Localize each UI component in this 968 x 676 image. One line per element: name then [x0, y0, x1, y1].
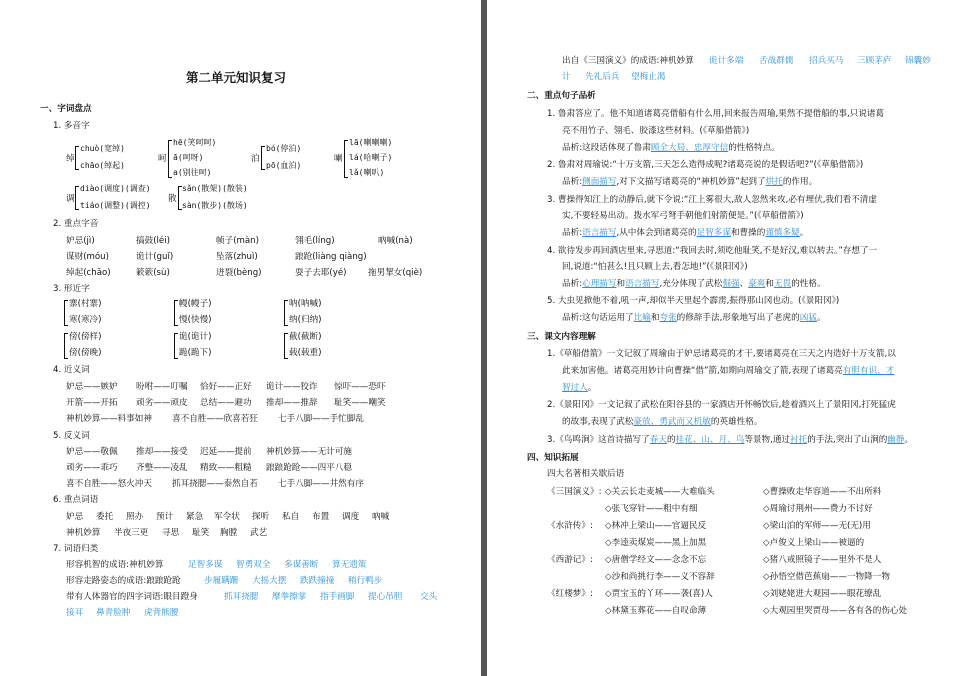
subsection-heading: 2. 重点字音 — [53, 219, 99, 229]
category-word: 摩拳擦掌 — [272, 592, 307, 602]
xiehouyu: ◇孙悟空借芭蕉扇——一物降一物 — [763, 572, 890, 582]
word: 半夜三更 — [114, 528, 149, 538]
polyphone-char: 绰 — [66, 154, 75, 164]
word: 载(载重) — [289, 348, 322, 358]
word: 幔(幔子) — [179, 299, 212, 309]
idiom: 先礼后兵 — [585, 72, 620, 82]
xiehouyu: ◇李逵卖煤炭——黑上加黑 — [605, 538, 707, 548]
text-line: 5. 大虫见掀他不着,吼一声,却似半天里起个霹雳,振得那山冈也动。(《景阳冈》) — [547, 296, 840, 306]
xiehouyu: ◇贾宝玉的丫环——袭(喜)人 — [605, 589, 713, 599]
section-heading: 二、重点句子品析 — [527, 91, 596, 101]
category-label: 带有人体器官的四字词语:眼目蹬身 — [66, 592, 198, 602]
word-pair: 妒忌——嫉妒 — [66, 382, 118, 392]
subsection-heading: 四大名著相关歇后语 — [547, 469, 625, 479]
word: 寨(村寨) — [69, 299, 102, 309]
section-heading: 四、知识拓展 — [527, 453, 579, 463]
word: 军令状 — [214, 512, 240, 522]
text-line: 2. 鲁肃对周瑜说:“十万支箭,三天怎么造得成呢?诸葛亮说的是假话吧?”(《草船借箭》) — [547, 160, 864, 170]
word-pair: 恰好——正好 — [200, 382, 252, 392]
book-label: 《西游记》: — [547, 555, 593, 565]
section-heading: 三、课文内容理解 — [527, 332, 596, 342]
xiehouyu: ◇大观园里哭贾母——各有各的伤心处 — [763, 606, 908, 616]
word: 探听 — [252, 512, 270, 522]
word-pair: 抓耳挠腮——泰然自若 — [172, 479, 258, 489]
word-pair: 喜不自胜——欣喜若狂 — [172, 414, 258, 424]
category-word: 抓耳挠腮 — [224, 592, 259, 602]
polyphone-reading: chuò(宽绰) — [80, 144, 125, 153]
category-word: 接耳 — [66, 608, 84, 618]
word: 跪(跪下) — [179, 348, 212, 358]
category-word: 步履蹒跚 — [204, 576, 239, 586]
xiehouyu: ◇周瑜讨荆州——费力不讨好 — [763, 504, 873, 514]
idiom: 望梅止渴 — [631, 72, 666, 82]
category-word: 交头 — [420, 592, 438, 602]
word: 照办 — [126, 512, 144, 522]
word: 武艺 — [250, 528, 268, 538]
brace — [75, 146, 79, 170]
word: 神机妙算 — [66, 528, 101, 538]
book-label: 《三国演义》: — [547, 487, 602, 497]
word: 紧急 — [186, 512, 204, 522]
category-word: 虎背熊腰 — [144, 608, 179, 618]
brace — [284, 300, 288, 326]
page-title: 第二单元知识复习 — [186, 70, 287, 85]
word: 迸裂(bèng) — [216, 268, 262, 278]
idiom: 计 — [562, 72, 571, 82]
text-line: 出自《三国演义》的成语:神机妙算 — [562, 56, 694, 66]
right-page — [487, 0, 968, 676]
polyphone-reading: lā(喇喇喇) — [349, 138, 393, 147]
word: 耻笑 — [192, 528, 210, 538]
brace — [284, 333, 288, 359]
word: 预计 — [156, 512, 174, 522]
word-pair: 齐整——凌乱 — [136, 463, 188, 473]
brace — [174, 300, 178, 326]
word: 诡(诡计) — [179, 332, 212, 342]
text-line: 的故事,表现了武松豪放、勇武而又机敏的英雄性格。 — [562, 417, 763, 427]
text-line: 3.《鸟鸣涧》这首诗描写了春天的桂花、山、月、鸟等景物,通过衬托的手法,突出了山涧的幽静。 — [547, 435, 914, 445]
subsection-heading: 7. 词语归类 — [53, 544, 99, 554]
word-pair: 推却——推辞 — [266, 398, 318, 408]
subsection-heading: 6. 重点词语 — [53, 495, 99, 505]
word: 帧子(màn) — [216, 236, 259, 246]
word-pair: 妒忌——敬佩 — [66, 447, 118, 457]
word: 呐(呐喊) — [289, 299, 322, 309]
word-pair: 精致——粗糙 — [200, 463, 252, 473]
word: 调度 — [342, 512, 360, 522]
word: 翎毛(líng) — [295, 236, 335, 246]
word: 拖男挈女(qiè) — [368, 268, 423, 278]
idiom: 舌战群儒 — [759, 56, 794, 66]
word: 寒(寒冷) — [69, 315, 102, 325]
polyphone-reading: bó(停泊) — [266, 144, 302, 153]
xiehouyu: ◇曹操败走华容道——不出所料 — [763, 487, 882, 497]
xiehouyu: ◇卢俊义上梁山——被逼的 — [763, 538, 865, 548]
category-label: 形容机智的成语:神机妙算 — [66, 560, 164, 570]
word: 慢(快慢) — [179, 315, 212, 325]
word: 诡计(guǐ) — [136, 252, 174, 262]
analysis-line: 品析:侧面描写,对下文描写诸葛亮的“神机妙算”起到了烘托的作用。 — [562, 177, 818, 187]
text-line: 回,说道:“怕甚么!且只顾上去,看怎地!”(《景阳冈》) — [562, 262, 748, 272]
analysis-line: 品析:心理描写和语言描写,充分体现了武松倔强、豪爽和无畏的性格。 — [562, 279, 826, 289]
text-line: 实,不要轻易出动。拨水军弓弩手朝他们射箭便是。”(《草船借箭》) — [562, 211, 804, 221]
word: 纳(归纳) — [289, 315, 322, 325]
category-word: 指手画脚 — [320, 592, 355, 602]
analysis-line: 品析:这句话运用了比喻和夸张的修辞手法,形象地写出了老虎的凶猛。 — [562, 313, 826, 323]
polyphone-reading: pō(血泊) — [266, 161, 302, 170]
xiehouyu: ◇关云长走麦城——大难临头 — [605, 487, 715, 497]
text-line: 智过人。 — [562, 383, 597, 393]
word-pair: 顽劣——乖巧 — [66, 463, 118, 473]
word: 谋财(móu) — [66, 252, 109, 262]
brace — [64, 333, 68, 359]
word-pair: 顽劣——顽皮 — [136, 398, 188, 408]
polyphone-reading: tiáo(调整)(调控) — [80, 201, 151, 210]
xiehouyu: ◇猪八戒照镜子——里外不是人 — [763, 555, 882, 565]
polyphone-char: 喇 — [334, 154, 343, 164]
polyphone-char: 泊 — [251, 154, 260, 164]
xiehouyu: ◇林黛玉葬花——自叹命薄 — [605, 606, 707, 616]
word-pair: 神机妙算——无计可施 — [266, 447, 352, 457]
polyphone-reading: diào(调度)(调查) — [80, 184, 151, 193]
book-label: 《红楼梦》: — [547, 589, 593, 599]
word-pair: 迟延——提前 — [200, 447, 252, 457]
subsection-heading: 1. 多音字 — [53, 121, 90, 131]
word-pair: 总结——避功 — [200, 398, 252, 408]
text-line: 亮不用竹子、翎毛、胶漆这些材料。(《草船借箭》) — [562, 126, 750, 136]
polyphone-char: 呵 — [158, 154, 167, 164]
idiom: 诡计多端 — [709, 56, 744, 66]
word: 私自 — [282, 512, 300, 522]
category-label: 形容走路姿态的成语:踉踉跄跄 — [66, 576, 181, 586]
word: 吶喊 — [372, 512, 390, 522]
brace — [168, 140, 172, 178]
left-page — [0, 0, 481, 676]
polyphone-reading: sàn(散步)(散场) — [182, 201, 248, 210]
word-pair: 诡计——狡诈 — [266, 382, 318, 392]
word: 簌簌(sù) — [136, 268, 170, 278]
word: 踉跄(liàng qiàng) — [295, 252, 367, 262]
idiom: 锦囊妙 — [905, 56, 931, 66]
word-pair: 喜不自胜——怒火冲天 — [66, 479, 152, 489]
word-pair: 耻笑——嘲笑 — [334, 398, 386, 408]
idiom: 招兵买马 — [809, 56, 844, 66]
text-line: 4. 欲待发步再回酒店里来,寻思道:“我回去时,须吃他耻笑,不是好汉,难以转去。”存想了一 — [547, 246, 878, 256]
text-line: 1.《草船借箭》一文记叙了周瑜由于妒忌诸葛亮的才干,要诸葛亮在三天之内造好十万支箭,以 — [547, 349, 896, 359]
word: 胸膛 — [220, 528, 238, 538]
polyphone-reading: lǎ(喇叭) — [349, 168, 385, 177]
polyphone-reading: chāo(绰起) — [80, 161, 125, 170]
category-word: 算无遗策 — [332, 560, 367, 570]
xiehouyu: ◇沙和尚挑行李——义不容辞 — [605, 572, 715, 582]
word-pair: 开箭——开拓 — [66, 398, 118, 408]
category-word: 稍行鸭步 — [348, 576, 383, 586]
brace — [75, 186, 79, 210]
polyphone-reading: hē(笑呵呵) — [173, 138, 217, 147]
text-line: 2.《景阳冈》一文记叙了武松在阳谷县的一家酒店开怀畅饮后,趁着酒兴上了景阳冈,打死猛虎 — [547, 400, 896, 410]
word: 妒忌(jì) — [66, 236, 95, 246]
word: 妒忌 — [66, 512, 84, 522]
polyphone-reading: lá(哈喇子) — [349, 153, 393, 162]
word: 布置 — [312, 512, 330, 522]
word-pair: 惊吓——恐吓 — [334, 382, 386, 392]
word: 寻思 — [162, 528, 180, 538]
word-pair: 七手八脚——井然有序 — [278, 479, 364, 489]
analysis-line: 品析:这段话体现了鲁肃顾全大局、忠厚守信的性格特点。 — [562, 143, 780, 153]
category-word: 多谋善断 — [284, 560, 319, 570]
book-label: 《水浒传》: — [547, 521, 593, 531]
word: 搞鼓(léi) — [136, 236, 170, 246]
word-pair: 推却——接受 — [136, 447, 188, 457]
word: 傍(傍晚) — [69, 348, 102, 358]
word: 耍子去耶(yé) — [295, 268, 347, 278]
polyphone-reading: sǎn(散架)(散装) — [182, 184, 248, 193]
text-line: 3. 曹操得知江上的动静后,就下令说:“江上雾很大,敌人忽然来攻,必有埋伏,我们看不清虚 — [547, 195, 877, 205]
polyphone-reading: a(别往呵) — [173, 168, 212, 177]
text-line: 此来加害他。诸葛亮用妙计向曹操“借”箭,如期向周瑜交了箭,表现了诸葛亮有胆有识、才 — [562, 366, 895, 376]
xiehouyu: ◇张飞穿针——粗中有细 — [605, 504, 698, 514]
category-word: 足智多谋 — [188, 560, 223, 570]
word-pair: 神机妙算——料事如神 — [66, 414, 152, 424]
word-pair: 七手八脚——手忙脚乱 — [278, 414, 364, 424]
category-word: 鼻青脸肿 — [96, 608, 131, 618]
word-pair: 踉踉跄跄——四平八稳 — [266, 463, 352, 473]
xiehouyu: ◇梁山泊的军师——无(无)用 — [763, 521, 871, 531]
subsection-heading: 3. 形近字 — [53, 284, 90, 294]
xiehouyu: ◇刘姥姥进大观园——眼花缭乱 — [763, 589, 882, 599]
analysis-line: 品析:语言描写,从中体会到诸葛亮的足智多谋和曹操的谨慎多疑。 — [562, 228, 809, 238]
category-word: 智勇双全 — [236, 560, 271, 570]
category-word: 大摇大摆 — [252, 576, 287, 586]
brace — [344, 140, 348, 178]
xiehouyu: ◇唐僧学经文——念念不忘 — [605, 555, 707, 565]
word-pair: 吩咐——叮嘱 — [136, 382, 188, 392]
idiom: 三顾茅庐 — [857, 56, 892, 66]
category-word: 提心吊胆 — [368, 592, 403, 602]
word: 坠落(zhuì) — [216, 252, 258, 262]
word: 委托 — [96, 512, 114, 522]
xiehouyu: ◇林冲上梁山——官逼民反 — [605, 521, 707, 531]
word: 绰起(chāo) — [66, 268, 111, 278]
subsection-heading: 4. 近义词 — [53, 365, 90, 375]
brace — [174, 333, 178, 359]
section-heading: 一、字词盘点 — [40, 104, 92, 114]
polyphone-char: 调 — [66, 194, 75, 204]
brace — [261, 146, 265, 170]
text-line: 1. 鲁肃答应了。他不知道诸葛亮借船有什么用,回来报告周瑜,果然不提借船的事,只说诸葛 — [547, 109, 885, 119]
polyphone-char: 散 — [168, 194, 177, 204]
word: 傍(傍样) — [69, 332, 102, 342]
polyphone-reading: ā(呵呀) — [173, 153, 204, 162]
category-word: 跌跌撞撞 — [300, 576, 335, 586]
word: 截(截断) — [289, 332, 322, 342]
word: 吶喊(nà) — [378, 236, 413, 246]
brace — [64, 300, 68, 326]
subsection-heading: 5. 反义词 — [53, 431, 90, 441]
